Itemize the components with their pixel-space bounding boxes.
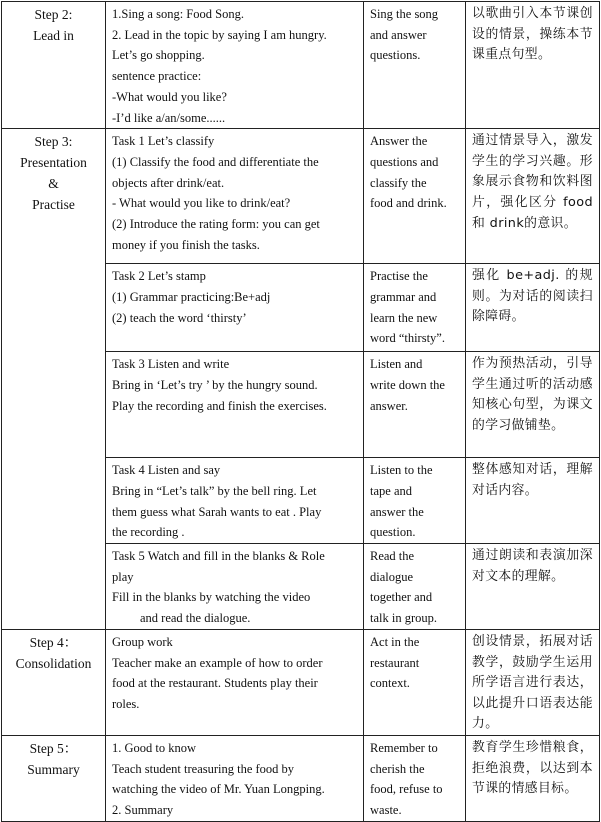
- content-line: Let’s go shopping.: [112, 48, 205, 63]
- activity-line: Act in the: [370, 635, 420, 650]
- content-line: (1) Grammar practicing:Be+adj: [112, 289, 271, 304]
- content-line: roles.: [112, 697, 140, 712]
- step-cell: [2, 736, 106, 822]
- content-line: - What would you like to drink/eat?: [112, 196, 291, 211]
- purpose-cell: 以歌曲引入本节课创设的情景，操练本节课重点句型。: [466, 2, 600, 129]
- step-label: Presentation: [20, 155, 87, 171]
- content-line: food at the restaurant. Students play their: [112, 676, 318, 691]
- content-line: and read the dialogue.: [140, 611, 251, 626]
- content-line: Bring in “Let’s talk” by the bell ring. Let: [112, 483, 317, 498]
- step-label: Consolidation: [15, 656, 92, 672]
- table-row-step-2: [2, 2, 600, 129]
- activity-cell: [364, 264, 466, 352]
- content-line: 2. Summary: [112, 803, 174, 818]
- activity-cell: [364, 2, 466, 129]
- content-line: Teacher make an example of how to order: [112, 655, 323, 670]
- step-label: Practise: [32, 197, 75, 213]
- purpose-cell: 创设情景，拓展对话教学，鼓励学生运用所学语言进行表达，以此提升口语表达能力。: [466, 630, 600, 736]
- activity-line: Read the: [370, 549, 415, 564]
- step-label: Step 3:: [34, 134, 73, 150]
- content-line: Group work: [112, 635, 173, 650]
- purpose-cell: 整体感知对话，理解对话内容。: [466, 458, 600, 544]
- content-line: Bring in ‘Let’s try ’ by the hungry sound.: [112, 377, 318, 392]
- activity-line: word “thirsty”.: [370, 331, 445, 346]
- activity-cell: [364, 544, 466, 630]
- activity-line: talk in group.: [370, 611, 438, 626]
- content-line: Task 4 Listen and say: [112, 463, 221, 478]
- content-cell: [106, 352, 364, 458]
- activity-cell: [364, 129, 466, 264]
- content-cell: [106, 630, 364, 736]
- content-cell: [106, 129, 364, 264]
- purpose-cell: 作为预热活动，引导学生通过听的活动感知核心句型，为课文的学习做铺垫。: [466, 352, 600, 458]
- purpose-cell: 通过朗读和表演加深对文本的理解。: [466, 544, 600, 630]
- content-cell: [106, 458, 364, 544]
- content-line: play: [112, 569, 134, 584]
- step-cell: [2, 2, 106, 129]
- content-line: watching the video of Mr. Yuan Longping.: [112, 782, 325, 797]
- content-line: 1. Good to know: [112, 741, 197, 755]
- activity-line: Listen to the: [370, 463, 433, 478]
- step-label: &: [48, 176, 59, 192]
- purpose-cell: 教育学生珍惜粮食，拒绝浪费，以达到本节课的情感目标。: [466, 736, 600, 822]
- activity-line: cherish the: [370, 761, 425, 776]
- activity-line: write down the: [370, 377, 445, 392]
- activity-line: answer.: [370, 398, 408, 413]
- content-cell: [106, 544, 364, 630]
- content-line: the recording .: [112, 525, 185, 540]
- activity-line: restaurant: [370, 655, 420, 670]
- table-row-task-1: [2, 129, 600, 264]
- content-cell: [106, 736, 364, 822]
- activity-line: food, refuse to: [370, 782, 443, 797]
- activity-line: together and: [370, 590, 433, 605]
- purpose-cell: 通过情景导入，激发学生的学习兴趣。形象展示食物和饮料图片，强化区分 food和 drink的意识。: [466, 129, 600, 264]
- activity-line: learn the new: [370, 310, 438, 325]
- activity-line: classify the: [370, 175, 427, 190]
- content-cell: [106, 2, 364, 129]
- activity-line: questions and: [370, 154, 439, 169]
- table-row-step-4: [2, 630, 600, 736]
- step-label: Summary: [27, 762, 80, 777]
- activity-line: question.: [370, 525, 416, 540]
- step-label: Step 2:: [34, 7, 73, 22]
- activity-line: food and drink.: [370, 196, 447, 211]
- activity-line: Practise the: [370, 269, 428, 284]
- content-line: -What would you like?: [112, 89, 227, 104]
- content-line: sentence practice:: [112, 69, 202, 84]
- content-line: Play the recording and finish the exercises.: [112, 398, 327, 413]
- activity-line: Remember to: [370, 741, 438, 755]
- activity-line: waste.: [370, 803, 402, 818]
- activity-line: questions.: [370, 48, 421, 63]
- activity-line: context.: [370, 676, 410, 691]
- content-line: (1) Classify the food and differentiate the: [112, 154, 319, 169]
- activity-cell: [364, 458, 466, 544]
- content-line: Task 1 Let’s classify: [112, 134, 215, 149]
- content-line: Task 3 Listen and write: [112, 357, 230, 372]
- content-cell: [106, 264, 364, 352]
- activity-cell: [364, 736, 466, 822]
- content-line: Fill in the blanks by watching the video: [112, 590, 311, 605]
- content-line: Teach student treasuring the food by: [112, 761, 295, 776]
- content-line: Task 2 Let’s stamp: [112, 269, 206, 284]
- step-label: Step 5：: [29, 741, 78, 756]
- step-cell: [2, 630, 106, 736]
- activity-line: and answer: [370, 27, 427, 42]
- table-row-step-5: [2, 736, 600, 822]
- purpose-cell: 强化 be+adj. 的规则。为对话的阅读扫除障碍。: [466, 264, 600, 352]
- content-line: (2) teach the word ‘thirsty’: [112, 310, 247, 325]
- step-label: Lead in: [33, 28, 74, 43]
- activity-line: Listen and: [370, 357, 423, 372]
- content-line: them guess what Sarah wants to eat . Play: [112, 504, 322, 519]
- activity-line: tape and: [370, 483, 412, 498]
- step-label: Step 4：: [29, 635, 78, 651]
- activity-line: Answer the: [370, 134, 428, 149]
- lesson-plan-table: [1, 1, 600, 822]
- content-line: 2. Lead in the topic by saying I am hungry.: [112, 27, 327, 42]
- activity-cell: [364, 352, 466, 458]
- content-line: Task 5 Watch and fill in the blanks & Role: [112, 549, 325, 564]
- content-line: objects after drink/eat.: [112, 175, 225, 190]
- step-cell: [2, 129, 106, 630]
- activity-cell: [364, 630, 466, 736]
- content-line: money if you finish the tasks.: [112, 237, 260, 252]
- activity-line: Sing the song: [370, 7, 439, 21]
- activity-line: dialogue: [370, 569, 414, 584]
- content-line: (2) Introduce the rating form: you can get: [112, 217, 320, 232]
- content-line: 1.Sing a song: Food Song.: [112, 7, 244, 21]
- activity-line: grammar and: [370, 289, 437, 304]
- content-line: -I’d like a/an/some......: [112, 110, 226, 125]
- activity-line: answer the: [370, 504, 424, 519]
